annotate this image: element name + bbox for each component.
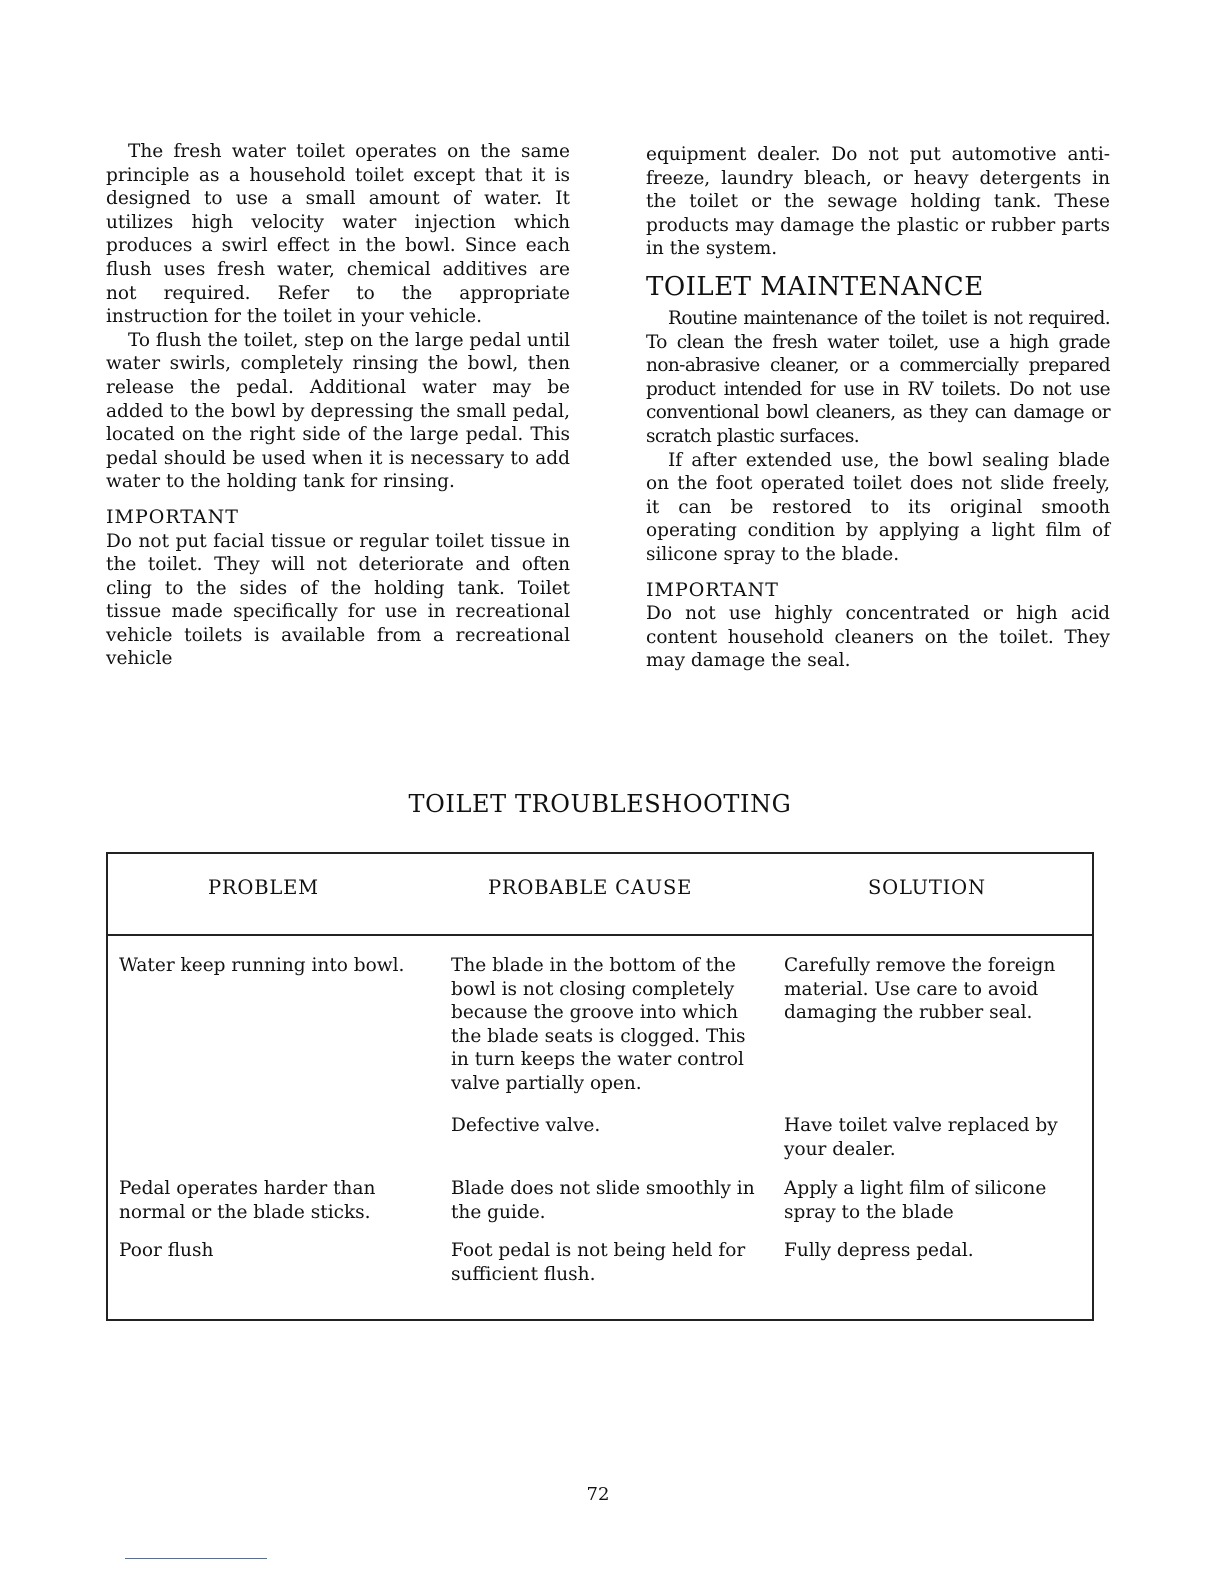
troubleshooting-table (106, 852, 1094, 1321)
maintenance-heading: TOILET MAINTENANCE (646, 271, 984, 302)
header-cause: PROBABLE CAUSE (488, 876, 693, 899)
solution-cell: Have toilet valve replaced by your dealer. (784, 1115, 1058, 1160)
solution-cell: Apply a light film of silicone spray to the blade (784, 1178, 1047, 1223)
cause-cell: Blade does not slide smoothly in the guide. (451, 1178, 755, 1223)
important-text-left: Do not put facial tissue or regular toilet tissue in the toilet. They will not deteriorate and often cling to the sides of the holding tank. Toilet tissue made specifically for use in recreational vehicle toilets is available from a recreational vehicle (106, 530, 570, 670)
intro-paragraph: The fresh water toilet operates on the same principle as a household toilet except that it is designed to use a small amount of water. It utilizes high velocity water injection which produces a swirl effect in the bowl. Since each flush uses fresh water, chemical additives are not required. Refer to the appropriate instruction for the toilet in your vehicle. (106, 141, 570, 328)
important-heading-right: IMPORTANT (646, 578, 779, 601)
page-number: 72 (586, 1484, 610, 1505)
continued-paragraph: equipment dealer. Do not put automotive anti-freeze, laundry bleach, or heavy detergents in the toilet or the sewage holding tank. These products may damage the plastic or rubber parts in the system. (646, 144, 1110, 260)
cause-cell: The blade in the bottom of the bowl is not closing completely because the groove into which the blade seats is clogged. This in turn keeps the water control valve partially open. (451, 955, 746, 1094)
maintenance-paragraph-1: Routine maintenance of the toilet is not required. To clean the fresh water toilet, use a high grade non-abrasive cleaner, or a commercially prepared product intended for use in RV toilets. Do not use conventional bowl cleaners, as they can damage or scratch plastic surfaces. (646, 307, 1110, 447)
solution-cell: Fully depress pedal. (784, 1240, 974, 1261)
flush-paragraph: To flush the toilet, step on the large pedal until water swirls, completely rinsing the bowl, then release the pedal. Additional water may be added to the bowl by depressing the small pedal, located on the right side of the large pedal. This pedal should be used when it is necessary to add water to the holding tank for rinsing. (106, 329, 570, 493)
header-problem: PROBLEM (208, 876, 319, 899)
problem-cell: Water keep running into bowl. (119, 955, 405, 976)
maintenance-paragraph-2: If after extended use, the bowl sealing blade on the foot operated toilet does not slide freely, it can be restored to its original smooth operating condition by applying a light film of silicone spray to the blade. (646, 449, 1110, 565)
problem-cell: Pedal operates harder than normal or the blade sticks. (119, 1178, 376, 1223)
solution-cell: Carefully remove the foreign material. Use care to avoid damaging the rubber seal. (784, 955, 1056, 1024)
important-heading-left: IMPORTANT (106, 505, 239, 528)
important-text-right: Do not use highly concentrated or high acid content household cleaners on the toilet. They may damage the seal. (646, 603, 1110, 672)
troubleshooting-title: TOILET TROUBLESHOOTING (408, 790, 792, 818)
table-header (108, 854, 1092, 936)
header-solution: SOLUTION (868, 876, 986, 899)
footer-rule (125, 1558, 267, 1559)
left-column (106, 140, 570, 671)
problem-cell: Poor flush (119, 1240, 214, 1261)
right-column (646, 143, 1110, 673)
cause-cell: Defective valve. (451, 1115, 601, 1136)
cause-cell: Foot pedal is not being held for sufficient flush. (451, 1240, 746, 1285)
